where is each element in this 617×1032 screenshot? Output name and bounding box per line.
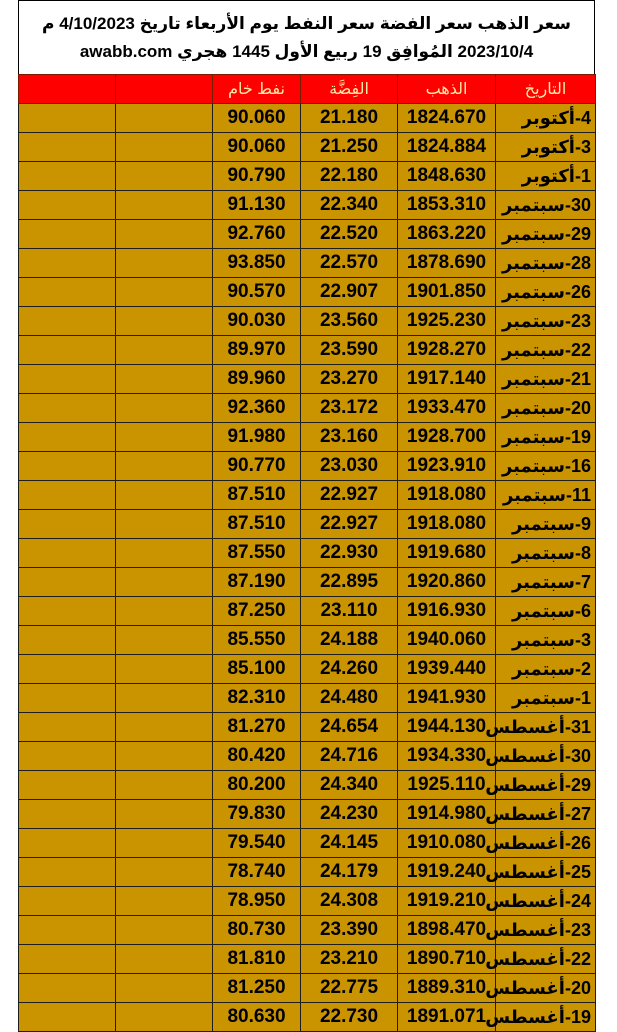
empty-cell xyxy=(116,597,213,626)
empty-cell xyxy=(116,945,213,974)
empty-cell xyxy=(19,626,116,655)
gold-cell: 1928.270 xyxy=(398,336,496,365)
price-sheet xyxy=(18,0,595,1027)
gold-cell: 1933.470 xyxy=(398,394,496,423)
table-row xyxy=(19,887,596,916)
date-cell: 22-سبتمبر xyxy=(496,336,596,365)
silver-cell: 22.775 xyxy=(301,974,398,1003)
date-cell: 3-أكتوبر xyxy=(496,133,596,162)
gold-cell: 1925.110 xyxy=(398,771,496,800)
gold-cell: 1914.980 xyxy=(398,800,496,829)
empty-cell xyxy=(19,713,116,742)
silver-cell: 24.716 xyxy=(301,742,398,771)
table-header-row xyxy=(19,75,596,104)
oil-cell: 81.250 xyxy=(213,974,301,1003)
empty-cell xyxy=(19,597,116,626)
empty-cell xyxy=(116,800,213,829)
table-row xyxy=(19,684,596,713)
empty-cell xyxy=(116,568,213,597)
table-row xyxy=(19,481,596,510)
oil-cell: 90.060 xyxy=(213,133,301,162)
silver-cell: 23.590 xyxy=(301,336,398,365)
silver-cell: 21.180 xyxy=(301,104,398,133)
table-row xyxy=(19,829,596,858)
empty-cell xyxy=(116,394,213,423)
date-cell: 1-سبتمبر xyxy=(496,684,596,713)
table-row xyxy=(19,394,596,423)
date-cell: 27-أغسطس xyxy=(496,800,596,829)
table-row xyxy=(19,655,596,684)
empty-cell xyxy=(19,916,116,945)
gold-cell: 1898.470 xyxy=(398,916,496,945)
column-header-silver: الفِضَّة xyxy=(301,75,398,104)
oil-cell: 91.130 xyxy=(213,191,301,220)
silver-cell: 22.340 xyxy=(301,191,398,220)
date-cell: 26-أغسطس xyxy=(496,829,596,858)
oil-cell: 85.100 xyxy=(213,655,301,684)
silver-cell: 23.390 xyxy=(301,916,398,945)
date-cell: 1-أكتوبر xyxy=(496,162,596,191)
oil-cell: 90.770 xyxy=(213,452,301,481)
date-cell: 30-سبتمبر xyxy=(496,191,596,220)
empty-cell xyxy=(19,539,116,568)
silver-cell: 23.210 xyxy=(301,945,398,974)
date-cell: 25-أغسطس xyxy=(496,858,596,887)
silver-cell: 23.172 xyxy=(301,394,398,423)
empty-cell xyxy=(19,394,116,423)
oil-cell: 78.740 xyxy=(213,858,301,887)
oil-cell: 79.540 xyxy=(213,829,301,858)
date-cell: 3-سبتمبر xyxy=(496,626,596,655)
empty-cell xyxy=(116,481,213,510)
table-row xyxy=(19,307,596,336)
date-cell: 16-سبتمبر xyxy=(496,452,596,481)
empty-cell xyxy=(19,162,116,191)
date-cell: 19-أغسطس xyxy=(496,1003,596,1032)
empty-cell xyxy=(116,626,213,655)
date-cell: 20-أغسطس xyxy=(496,974,596,1003)
gold-cell: 1863.220 xyxy=(398,220,496,249)
empty-cell xyxy=(19,133,116,162)
empty-cell xyxy=(19,655,116,684)
silver-cell: 24.145 xyxy=(301,829,398,858)
empty-cell xyxy=(116,278,213,307)
silver-cell: 22.730 xyxy=(301,1003,398,1032)
title-box xyxy=(18,0,595,75)
gold-cell: 1941.930 xyxy=(398,684,496,713)
oil-cell: 85.550 xyxy=(213,626,301,655)
date-cell: 9-سبتمبر xyxy=(496,510,596,539)
silver-cell: 24.654 xyxy=(301,713,398,742)
silver-cell: 24.340 xyxy=(301,771,398,800)
gold-cell: 1934.330 xyxy=(398,742,496,771)
date-cell: 23-أغسطس xyxy=(496,916,596,945)
silver-cell: 24.480 xyxy=(301,684,398,713)
oil-cell: 87.510 xyxy=(213,510,301,539)
gold-cell: 1824.884 xyxy=(398,133,496,162)
date-cell: 6-سبتمبر xyxy=(496,597,596,626)
empty-cell xyxy=(116,742,213,771)
empty-cell xyxy=(116,771,213,800)
oil-cell: 87.190 xyxy=(213,568,301,597)
date-cell: 4-أكتوبر xyxy=(496,104,596,133)
empty-cell xyxy=(116,249,213,278)
empty-cell xyxy=(116,684,213,713)
date-cell: 24-أغسطس xyxy=(496,887,596,916)
oil-cell: 82.310 xyxy=(213,684,301,713)
column-header-empty-2 xyxy=(19,75,116,104)
table-row xyxy=(19,945,596,974)
table-row xyxy=(19,249,596,278)
silver-cell: 22.907 xyxy=(301,278,398,307)
silver-cell: 21.250 xyxy=(301,133,398,162)
oil-cell: 93.850 xyxy=(213,249,301,278)
empty-cell xyxy=(19,742,116,771)
date-cell: 30-أغسطس xyxy=(496,742,596,771)
gold-cell: 1925.230 xyxy=(398,307,496,336)
oil-cell: 80.630 xyxy=(213,1003,301,1032)
empty-cell xyxy=(19,307,116,336)
table-row xyxy=(19,365,596,394)
gold-cell: 1890.710 xyxy=(398,945,496,974)
oil-cell: 89.970 xyxy=(213,336,301,365)
date-cell: 21-سبتمبر xyxy=(496,365,596,394)
date-cell: 23-سبتمبر xyxy=(496,307,596,336)
silver-cell: 23.560 xyxy=(301,307,398,336)
empty-cell xyxy=(19,481,116,510)
silver-cell: 24.179 xyxy=(301,858,398,887)
gold-cell: 1910.080 xyxy=(398,829,496,858)
silver-cell: 23.270 xyxy=(301,365,398,394)
gold-cell: 1891.071 xyxy=(398,1003,496,1032)
empty-cell xyxy=(116,974,213,1003)
empty-cell xyxy=(116,220,213,249)
table-row xyxy=(19,452,596,481)
gold-cell: 1919.210 xyxy=(398,887,496,916)
table-row xyxy=(19,423,596,452)
date-cell: 2-سبتمبر xyxy=(496,655,596,684)
empty-cell xyxy=(116,510,213,539)
empty-cell xyxy=(19,510,116,539)
silver-cell: 22.570 xyxy=(301,249,398,278)
oil-cell: 81.270 xyxy=(213,713,301,742)
table-row xyxy=(19,597,596,626)
empty-cell xyxy=(19,336,116,365)
empty-cell xyxy=(116,307,213,336)
gold-cell: 1824.670 xyxy=(398,104,496,133)
table-row xyxy=(19,742,596,771)
table-row xyxy=(19,336,596,365)
table-row xyxy=(19,278,596,307)
gold-cell: 1918.080 xyxy=(398,481,496,510)
empty-cell xyxy=(19,829,116,858)
empty-cell xyxy=(116,887,213,916)
table-row xyxy=(19,104,596,133)
silver-cell: 24.188 xyxy=(301,626,398,655)
silver-cell: 24.230 xyxy=(301,800,398,829)
empty-cell xyxy=(116,336,213,365)
gold-cell: 1918.080 xyxy=(398,510,496,539)
date-cell: 28-سبتمبر xyxy=(496,249,596,278)
gold-cell: 1928.700 xyxy=(398,423,496,452)
oil-cell: 80.420 xyxy=(213,742,301,771)
price-table xyxy=(18,74,596,1032)
date-cell: 20-سبتمبر xyxy=(496,394,596,423)
table-row xyxy=(19,713,596,742)
gold-cell: 1940.060 xyxy=(398,626,496,655)
date-cell: 29-سبتمبر xyxy=(496,220,596,249)
title-line-1: سعر الذهب سعر الفضة سعر النفط يوم الأربعاء تاريخ 4/10/2023 م xyxy=(42,14,571,33)
gold-cell: 1923.910 xyxy=(398,452,496,481)
empty-cell xyxy=(116,452,213,481)
empty-cell xyxy=(116,162,213,191)
silver-cell: 22.927 xyxy=(301,510,398,539)
oil-cell: 80.730 xyxy=(213,916,301,945)
empty-cell xyxy=(19,858,116,887)
table-row xyxy=(19,133,596,162)
silver-cell: 23.030 xyxy=(301,452,398,481)
table-row xyxy=(19,539,596,568)
oil-cell: 92.360 xyxy=(213,394,301,423)
empty-cell xyxy=(19,278,116,307)
gold-cell: 1939.440 xyxy=(398,655,496,684)
oil-cell: 80.200 xyxy=(213,771,301,800)
gold-cell: 1916.930 xyxy=(398,597,496,626)
silver-cell: 23.110 xyxy=(301,597,398,626)
empty-cell xyxy=(19,771,116,800)
empty-cell xyxy=(19,887,116,916)
empty-cell xyxy=(19,220,116,249)
date-cell: 11-سبتمبر xyxy=(496,481,596,510)
empty-cell xyxy=(116,539,213,568)
table-row xyxy=(19,626,596,655)
empty-cell xyxy=(116,133,213,162)
empty-cell xyxy=(19,1003,116,1032)
table-row xyxy=(19,800,596,829)
silver-cell: 22.180 xyxy=(301,162,398,191)
empty-cell xyxy=(19,684,116,713)
oil-cell: 87.250 xyxy=(213,597,301,626)
table-row xyxy=(19,568,596,597)
gold-cell: 1901.850 xyxy=(398,278,496,307)
table-row xyxy=(19,916,596,945)
empty-cell xyxy=(116,655,213,684)
silver-cell: 24.260 xyxy=(301,655,398,684)
empty-cell xyxy=(116,829,213,858)
table-row xyxy=(19,191,596,220)
column-header-empty-1 xyxy=(116,75,213,104)
gold-cell: 1944.130 xyxy=(398,713,496,742)
column-header-date: التاريخ xyxy=(496,75,596,104)
table-row xyxy=(19,220,596,249)
empty-cell xyxy=(116,104,213,133)
gold-cell: 1848.630 xyxy=(398,162,496,191)
empty-cell xyxy=(19,452,116,481)
oil-cell: 92.760 xyxy=(213,220,301,249)
oil-cell: 91.980 xyxy=(213,423,301,452)
gold-cell: 1920.860 xyxy=(398,568,496,597)
empty-cell xyxy=(19,365,116,394)
empty-cell xyxy=(116,1003,213,1032)
empty-cell xyxy=(19,800,116,829)
oil-cell: 90.030 xyxy=(213,307,301,336)
gold-cell: 1889.310 xyxy=(398,974,496,1003)
empty-cell xyxy=(116,423,213,452)
silver-cell: 24.308 xyxy=(301,887,398,916)
empty-cell xyxy=(116,191,213,220)
empty-cell xyxy=(116,365,213,394)
empty-cell xyxy=(116,916,213,945)
empty-cell xyxy=(116,713,213,742)
oil-cell: 90.570 xyxy=(213,278,301,307)
table-row xyxy=(19,162,596,191)
gold-cell: 1878.690 xyxy=(398,249,496,278)
date-cell: 7-سبتمبر xyxy=(496,568,596,597)
empty-cell xyxy=(116,858,213,887)
table-row xyxy=(19,510,596,539)
column-header-gold: الذهب xyxy=(398,75,496,104)
date-cell: 26-سبتمبر xyxy=(496,278,596,307)
column-header-oil: نفط خام xyxy=(213,75,301,104)
table-row xyxy=(19,771,596,800)
oil-cell: 81.810 xyxy=(213,945,301,974)
date-cell: 31-أغسطس xyxy=(496,713,596,742)
date-cell: 29-أغسطس xyxy=(496,771,596,800)
empty-cell xyxy=(19,945,116,974)
empty-cell xyxy=(19,104,116,133)
table-row xyxy=(19,1003,596,1032)
gold-cell: 1853.310 xyxy=(398,191,496,220)
date-cell: 8-سبتمبر xyxy=(496,539,596,568)
silver-cell: 22.927 xyxy=(301,481,398,510)
empty-cell xyxy=(19,974,116,1003)
empty-cell xyxy=(19,423,116,452)
oil-cell: 78.950 xyxy=(213,887,301,916)
oil-cell: 87.550 xyxy=(213,539,301,568)
gold-cell: 1919.680 xyxy=(398,539,496,568)
empty-cell xyxy=(19,249,116,278)
gold-cell: 1917.140 xyxy=(398,365,496,394)
oil-cell: 87.510 xyxy=(213,481,301,510)
silver-cell: 22.895 xyxy=(301,568,398,597)
table-row xyxy=(19,974,596,1003)
silver-cell: 22.930 xyxy=(301,539,398,568)
empty-cell xyxy=(19,568,116,597)
title-line-2: 2023/10/4 المُوافِق 19 ربيع الأول 1445 هجري awabb.com xyxy=(79,42,534,61)
silver-cell: 22.520 xyxy=(301,220,398,249)
oil-cell: 90.060 xyxy=(213,104,301,133)
oil-cell: 90.790 xyxy=(213,162,301,191)
date-cell: 19-سبتمبر xyxy=(496,423,596,452)
table-row xyxy=(19,858,596,887)
oil-cell: 79.830 xyxy=(213,800,301,829)
empty-cell xyxy=(19,191,116,220)
gold-cell: 1919.240 xyxy=(398,858,496,887)
silver-cell: 23.160 xyxy=(301,423,398,452)
oil-cell: 89.960 xyxy=(213,365,301,394)
date-cell: 22-أغسطس xyxy=(496,945,596,974)
